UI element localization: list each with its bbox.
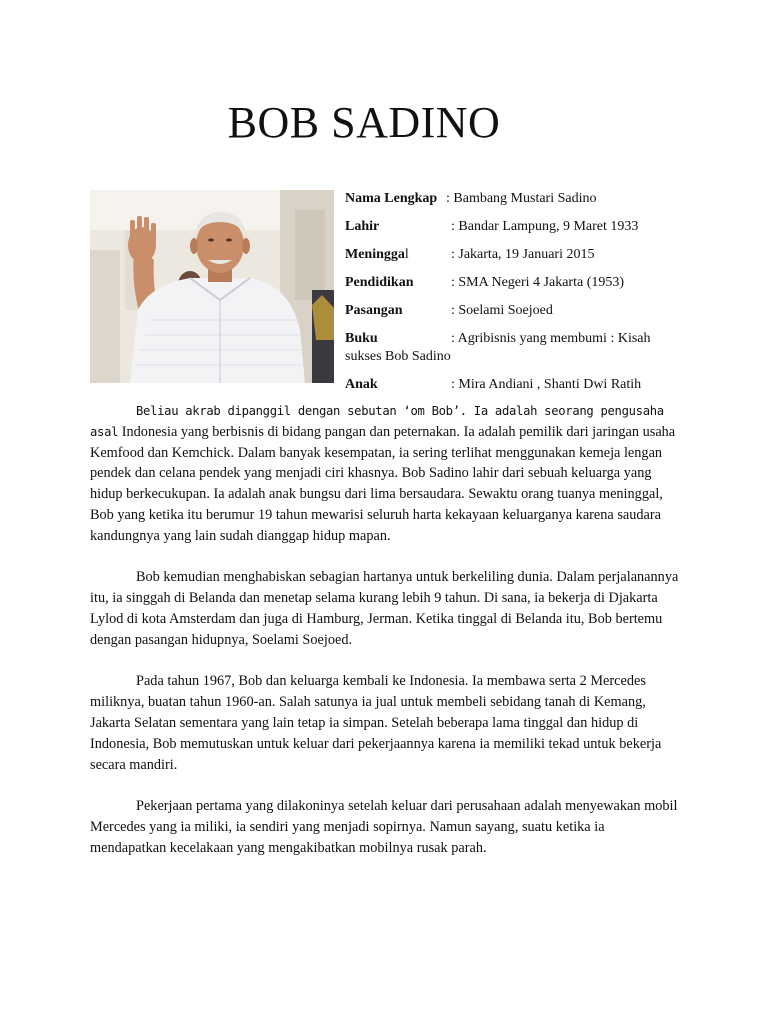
bio-value: : Jakarta, 19 Januari 2015 <box>451 247 595 262</box>
paragraph-1 <box>90 401 680 547</box>
page-title: BOB SADINO <box>227 98 501 147</box>
bio-value: : Bandar Lampung, 9 Maret 1933 <box>451 219 639 234</box>
bio-label: Pendidikan <box>345 275 414 290</box>
bio-label: Nama Lengkap <box>345 191 438 206</box>
bio-label: Anak <box>345 377 378 392</box>
paragraph-1-rest: Indonesia yang berbisnis di bidang pangan dan peternakan. Ia adalah pemilik dari jaringan usaha Kemfood dan Kemchick. Dalam banyak kesempatan, ia sering terlihat menggunakan kemeja lengan pendek dan celana pendek yang menjadi ciri khasnya. Bob Sadino lahir dari sebuah keluarga yang hidup berkecukupan. Ia adalah anak bungsu dari lima bersaudara. Sewaktu orang tuanya meninggal, Bob yang ketika itu berumur 19 tahun mewarisi seluruh harta kekayaan keluarganya karena saudara kandungnya yang lain sudah dianggap hidup mapan. <box>90 423 676 544</box>
bio-value: : Agribisnis yang membumi : Kisah <box>451 331 651 346</box>
paragraph-2: Bob kemudian menghabiskan sebagian hartanya untuk berkeliling dunia. Dalam perjalanannya itu, ia singgah di Belanda dan menetap selama kurang lebih 9 tahun. Di sana, ia bekerja di Djakarta Lylod di kota Amsterdam dan juga di Hamburg, Jerman. Ketika tinggal di Belanda itu, Bob bertemu dengan pasangan hidupnya, Soelami Soejoed. <box>90 569 679 648</box>
bio-label: Pasangan <box>345 303 403 318</box>
bio-value: : Mira Andiani , Shanti Dwi Ratih <box>451 377 642 392</box>
bio-value: : SMA Negeri 4 Jakarta (1953) <box>451 275 625 290</box>
bio-value: : Soelami Soejoed <box>451 303 553 318</box>
paragraph-1-opening: Beliau akrab dipanggil dengan sebutan ‘om Bob’. Ia adalah seorang pengusaha asal <box>90 404 664 439</box>
bio-label: Meninggal <box>345 247 409 262</box>
bio-value-continued: sukses Bob Sadino <box>345 349 451 364</box>
paragraph-3: Pada tahun 1967, Bob dan keluarga kembali ke Indonesia. Ia membawa serta 2 Mercedes miliknya, buatan tahun 1960-an. Salah satunya ia jual untuk membeli sebidang tanah di Kemang, Jakarta Selatan sementara yang lain tetap ia simpan. Setelah beberapa lama tinggal dan hidup di Indonesia, Bob memutuskan untuk keluar dari pekerjaannya karena ia memiliki tekad untuk bekerja secara mandiri. <box>90 673 662 773</box>
portrait-photo <box>90 190 334 383</box>
bio-value: : Bambang Mustari Sadino <box>446 191 597 206</box>
bio-label: Buku <box>345 331 378 346</box>
article-body <box>90 401 680 879</box>
bio-label: Lahir <box>345 219 380 234</box>
paragraph-4: Pekerjaan pertama yang dilakoninya setelah keluar dari perusahaan adalah menyewakan mobil Mercedes yang ia miliki, ia sendiri yang menjadi sopirnya. Namun sayang, suatu ketika ia mendapatkan kecelakaan yang mengakibatkan mobilnya rusak parah. <box>90 798 678 856</box>
